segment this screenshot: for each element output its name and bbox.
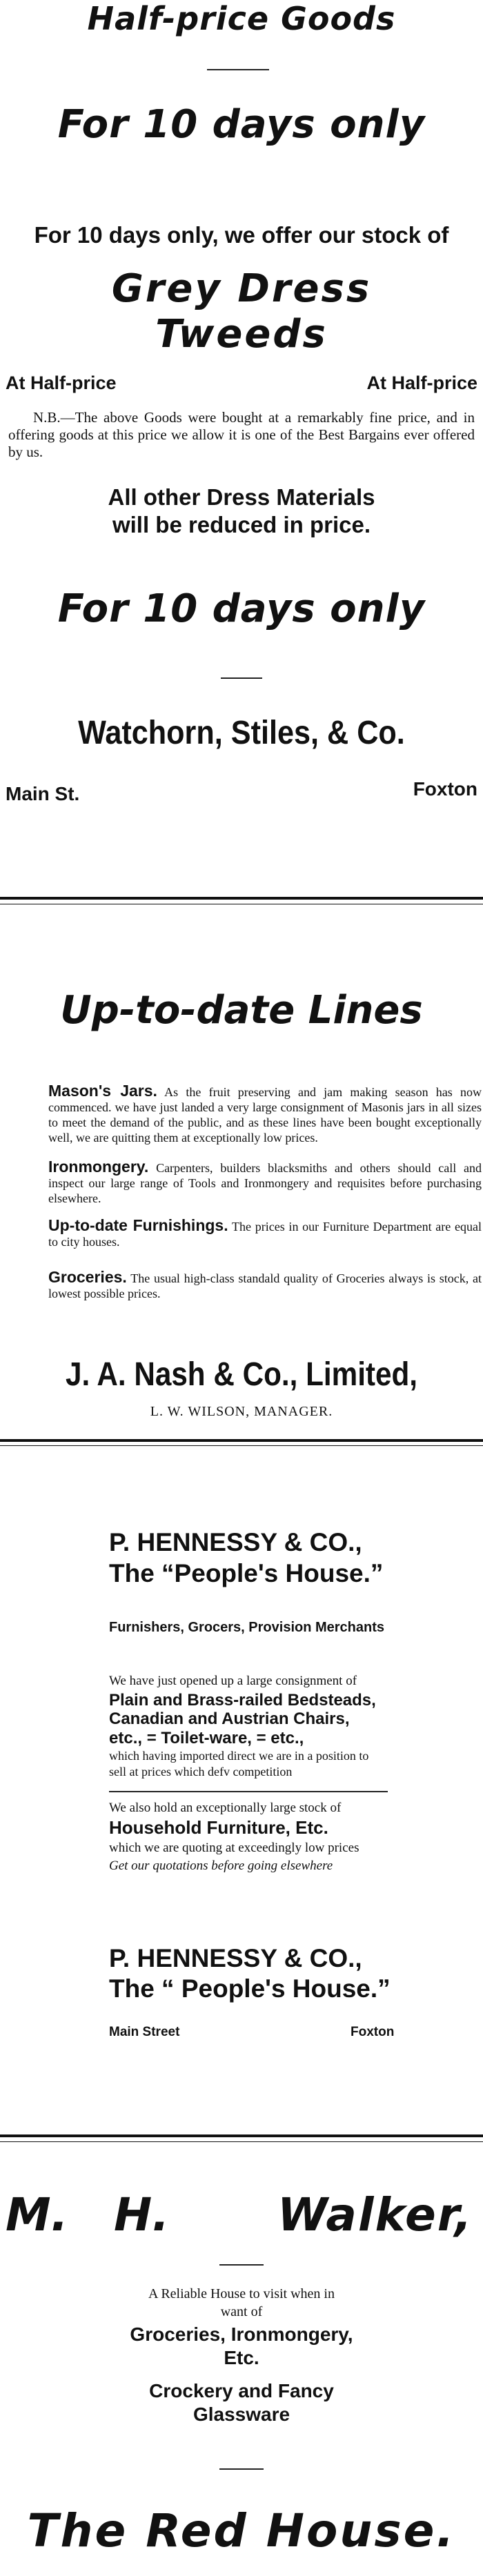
ad-separator [0,1445,483,1446]
ad2-item-text: As the fruit preserving and jam making season has now commenced. we have just landed a very large consignment of Masonis jars in all sizes to meet the demand of the public, and as these lines have been bought exceptionally well, we are quitting them at exceptionally low prices. [48,1085,482,1145]
ad3-p1-bold1: Plain and Brass-railed Bedsteads, [109,1691,376,1710]
ad1-banner2: For 10 days only [57,586,426,631]
ad3-p2-intro: We also hold an exceptionally large stock of [109,1801,342,1815]
ad2-item-label: Up-to-date Furnishings. [48,1216,228,1234]
ad-separator [0,897,483,900]
ad3-p2-rest: which we are quoting at exceedingly low prices [109,1841,359,1855]
ad3-street: Main Street [109,2025,180,2039]
ad3-p2-bold: Household Furniture, Etc. [109,1817,328,1838]
ad-separator [0,2141,483,2142]
ad1-intro: For 10 days only, we offer our stock of [34,222,449,248]
ad2-item-label: Ironmongery. [48,1158,149,1176]
ad4-name-m: M. [6,2188,68,2241]
ad1-price-right: At Half-price [366,373,477,393]
ad3-p1-bold2: Canadian and Austrian Chairs, [109,1710,350,1728]
ad3-footer-line1: P. HENNESSY & CO., [109,1944,362,1972]
ad2-item-text: Carpenters, builders blacksmiths and others should call and inspect our large range of Tools and Ironmongery and requisites before purchasing elsewhere. [48,1161,482,1205]
ad2-item-text: The usual high-class standald quality of Groceries always is stock, at lowest possible prices. [48,1271,482,1300]
ad2-item-text: The prices in our Furniture Department are equal to city houses. [48,1220,482,1249]
ad2-item-furnishings [48,1218,482,1249]
divider [219,2468,264,2470]
ad1-price-left: At Half-price [6,373,117,393]
divider [221,677,262,679]
ad4-footer: The Red House. [27,2504,456,2557]
ad1-product-line1: Grey Dress [111,266,372,311]
ad2-item-masons [48,1083,482,1145]
ad4-name-h: H. [114,2188,170,2241]
ad4-intro-line1: A Reliable House to visit when in [148,2286,335,2301]
ad-separator [0,2134,483,2137]
ad3-firm-line2: The “People's House.” [109,1559,384,1587]
ad4-intro-line2: want of [220,2304,263,2319]
ad1-banner: For 10 days only [57,102,426,147]
ad3-footer-line2: The “ People's House.” [109,1974,391,2003]
ad4-goods-line2: Etc. [224,2347,259,2368]
ad1-product-line2: Tweeds [155,312,328,357]
ad1-headline: Half-price Goods [87,0,396,37]
ad4-goods-line1: Groceries, Ironmongery, [130,2324,353,2345]
ad2-item-ironmongery [48,1159,482,1206]
ad2-firm: J. A. Nash & Co., Limited, [65,1356,418,1393]
ad3-town: Foxton [351,2025,395,2039]
ad3-trades: Furnishers, Grocers, Provision Merchants [109,1620,385,1635]
ad3-firm-line1: P. HENNESSY & CO., [109,1528,362,1556]
divider [219,2264,264,2266]
divider [207,69,269,70]
ad3-inner-rule [109,1791,388,1792]
ad2-item-groceries [48,1269,482,1301]
ad1-other-line2: will be reduced in price. [112,512,371,537]
ad2-item-label: Groceries. [48,1268,127,1286]
ad3-p1-intro: We have just opened up a large consignment of [109,1674,357,1688]
ad-separator [0,1439,483,1442]
ad2-headline: Up-to-date Lines [60,988,423,1033]
ad1-firm: Watchorn, Stiles, & Co. [78,715,405,751]
ad1-town: Foxton [413,778,477,800]
ad2-item-label: Mason's Jars. [48,1082,157,1100]
ad1-street: Main St. [6,783,80,804]
ad1-note: N.B.—The above Goods were bought at a remarkably fine price, and in offering goods at this price we allow it is one of the Best Bargains ever offered by us. [8,409,475,460]
ad4-goods-line4: Glassware [193,2404,290,2425]
ad3-p2-italic: Get our quotations before going elsewhere [109,1859,333,1873]
ad4-name-walker: Walker, [277,2188,473,2241]
ad4-goods-line3: Crockery and Fancy [149,2380,334,2401]
ad3-p1-bold3: etc., = Toilet-ware, = etc., [109,1729,304,1747]
ad2-manager: L. W. WILSON, MANAGER. [150,1404,333,1419]
ad1-other-line1: All other Dress Materials [108,484,375,510]
ad3-p1-rest: which having imported direct we are in a position to sell at prices which defv competition [109,1749,369,1779]
